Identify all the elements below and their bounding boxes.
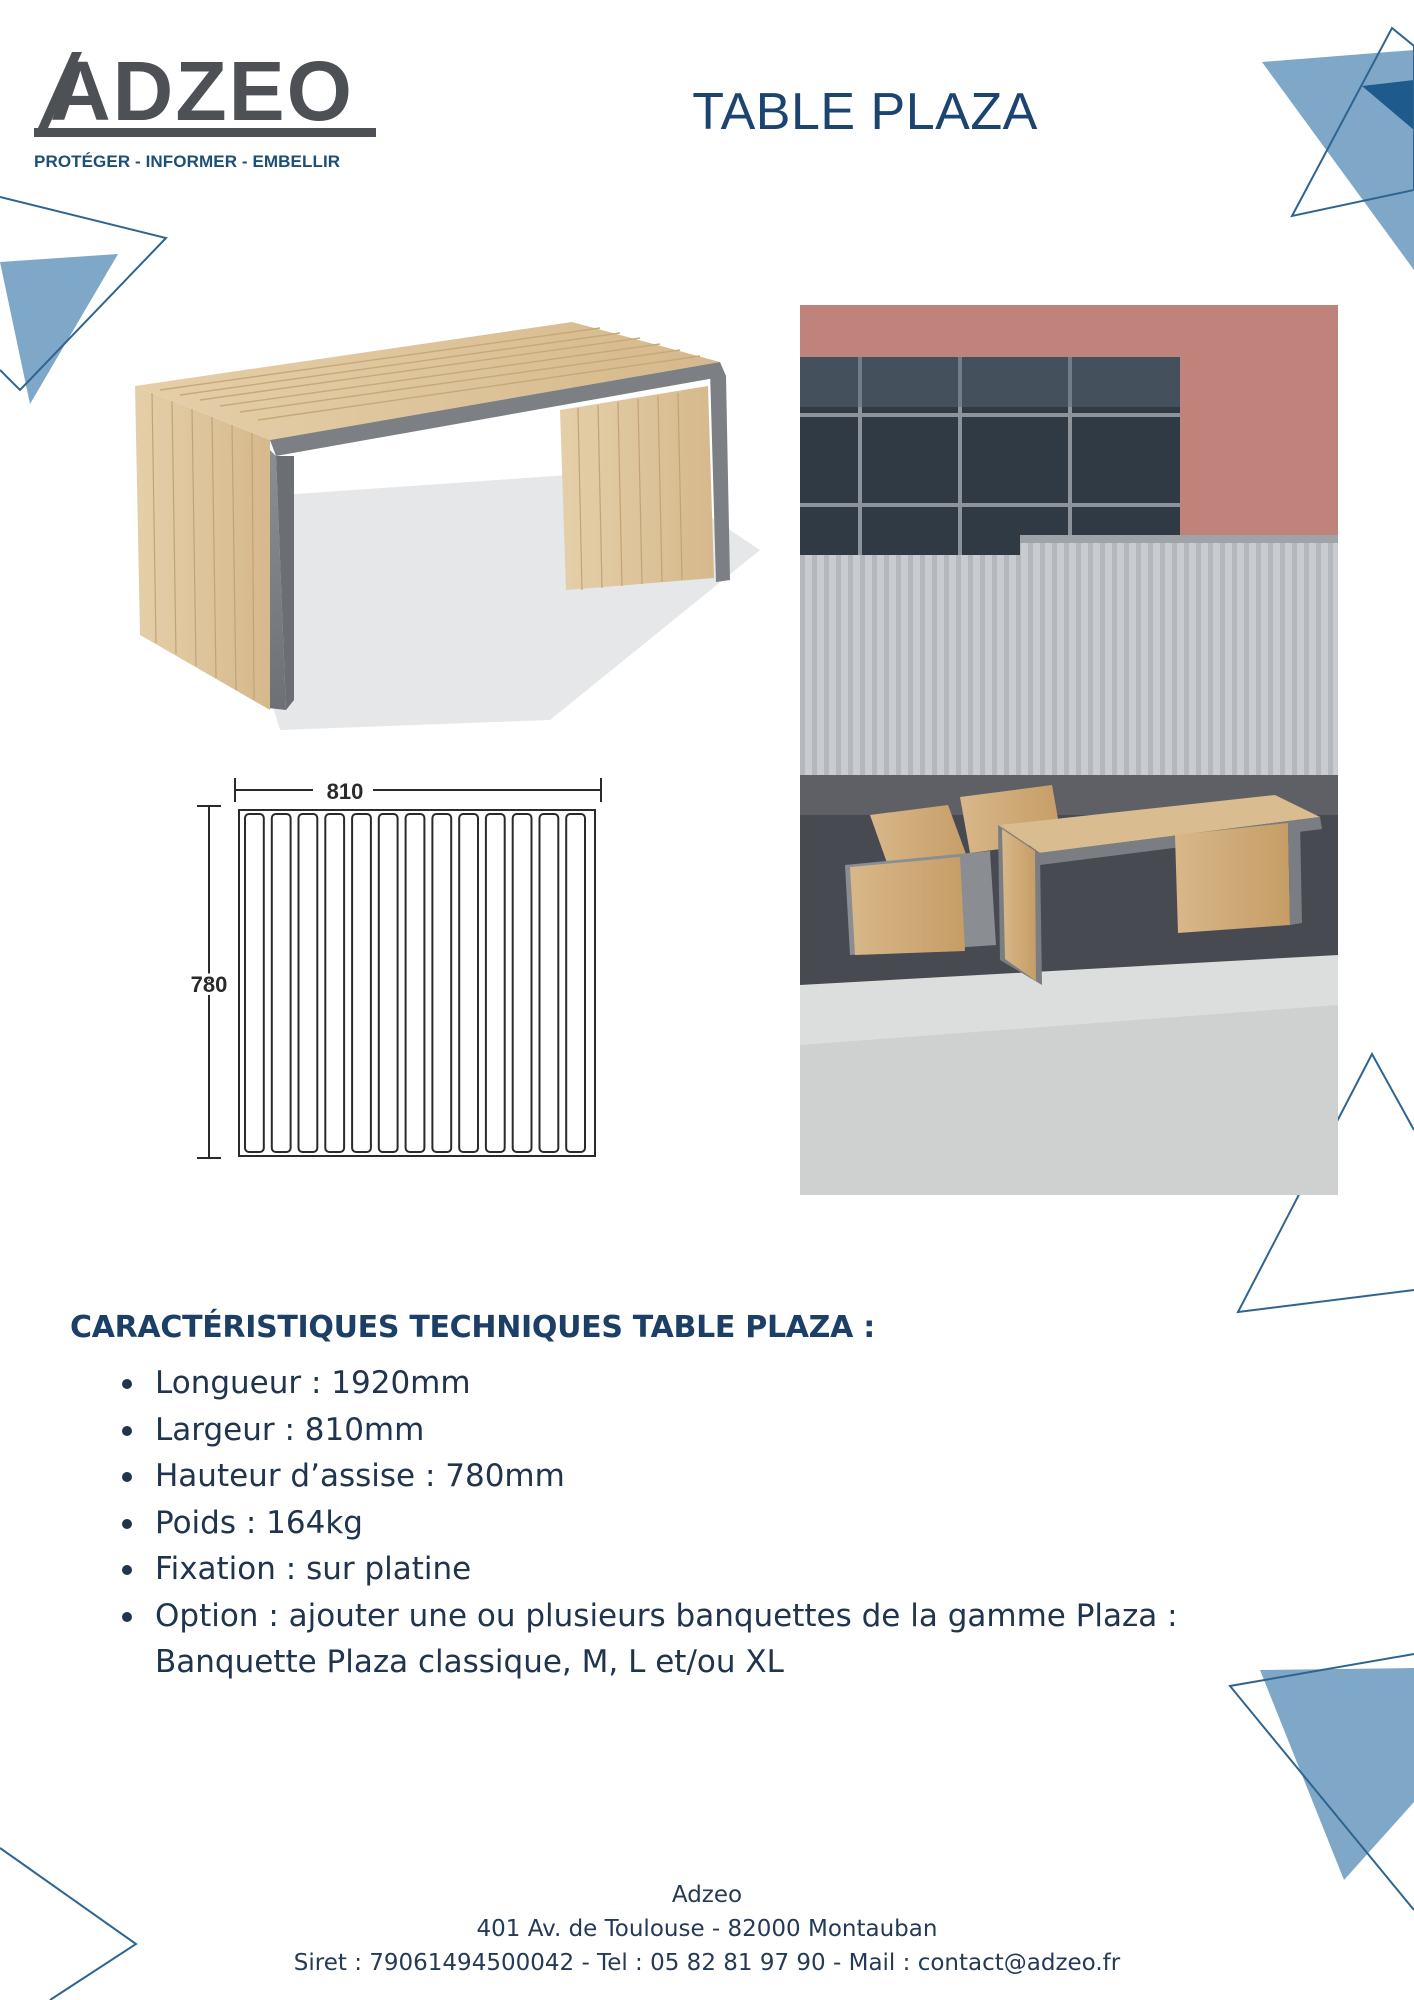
slat (272, 814, 291, 1152)
spec-text: Longueur : 1920mm (155, 1365, 471, 1401)
spec-item-length (122, 1360, 1252, 1407)
spec-item-fixing (122, 1546, 1252, 1593)
triangle-bottom-right-fill (1260, 1668, 1414, 1880)
bullet-icon (122, 1519, 132, 1529)
slat (432, 814, 451, 1152)
logo-wordmark: ADZEO (50, 44, 354, 138)
logo-mark (30, 44, 382, 150)
bullet-icon (122, 1472, 132, 1482)
slat (513, 814, 532, 1152)
spec-text: Largeur : 810mm (155, 1411, 425, 1448)
spec-item-seat-height (122, 1453, 1252, 1500)
product-render-image (120, 300, 760, 730)
footer-company: Adzeo (671, 1882, 743, 1908)
bullet-icon (122, 1379, 132, 1389)
triangle-left-fill (0, 254, 118, 404)
spec-text: Option : ajouter une ou plusieurs banquettes de la gamme Plaza : Banquette Plaza classique, M, L et/ou XL (155, 1597, 1178, 1680)
specs-heading: CARACTÉRISTIQUES TECHNIQUES TABLE PLAZA : (70, 1310, 875, 1345)
spec-text: Fixation : sur platine (155, 1551, 472, 1587)
installation-photo (800, 305, 1338, 1195)
bullet-icon (122, 1612, 132, 1622)
footer-contact: Siret : 79061494500042 - Tel : 05 82 81 97 90 - Mail : contact@adzeo.fr (293, 1950, 1121, 1976)
footer-address: 401 Av. de Toulouse - 82000 Montauban (476, 1916, 938, 1942)
page-title: TABLE PLAZA (692, 83, 1038, 141)
specs-list (122, 1360, 1252, 1686)
slat (299, 814, 318, 1152)
slat (459, 814, 478, 1152)
bullet-icon (122, 1565, 132, 1575)
footer (0, 1878, 1414, 1980)
top-view-outline (239, 810, 595, 1156)
brand-logo (30, 44, 382, 184)
width-dimension-label: 810 (326, 779, 364, 804)
slats-group (245, 814, 585, 1152)
slat (352, 814, 371, 1152)
spec-item-width (122, 1407, 1252, 1454)
bullet-icon (122, 1426, 132, 1436)
brand-tagline: PROTÉGER - INFORMER - EMBELLIR (34, 152, 341, 171)
slat (486, 814, 505, 1152)
technical-drawing (190, 760, 615, 1180)
slat (379, 814, 398, 1152)
spec-text: Hauteur d’assise : 780mm (155, 1458, 565, 1494)
height-dimension-label: 780 (190, 972, 228, 997)
slat (245, 814, 264, 1152)
spec-item-option (122, 1593, 1252, 1686)
spec-item-weight (122, 1500, 1252, 1547)
spec-text: Poids : 164kg (155, 1504, 363, 1541)
slat (566, 814, 585, 1152)
slat (325, 814, 344, 1152)
slat (540, 814, 559, 1152)
slat (406, 814, 425, 1152)
